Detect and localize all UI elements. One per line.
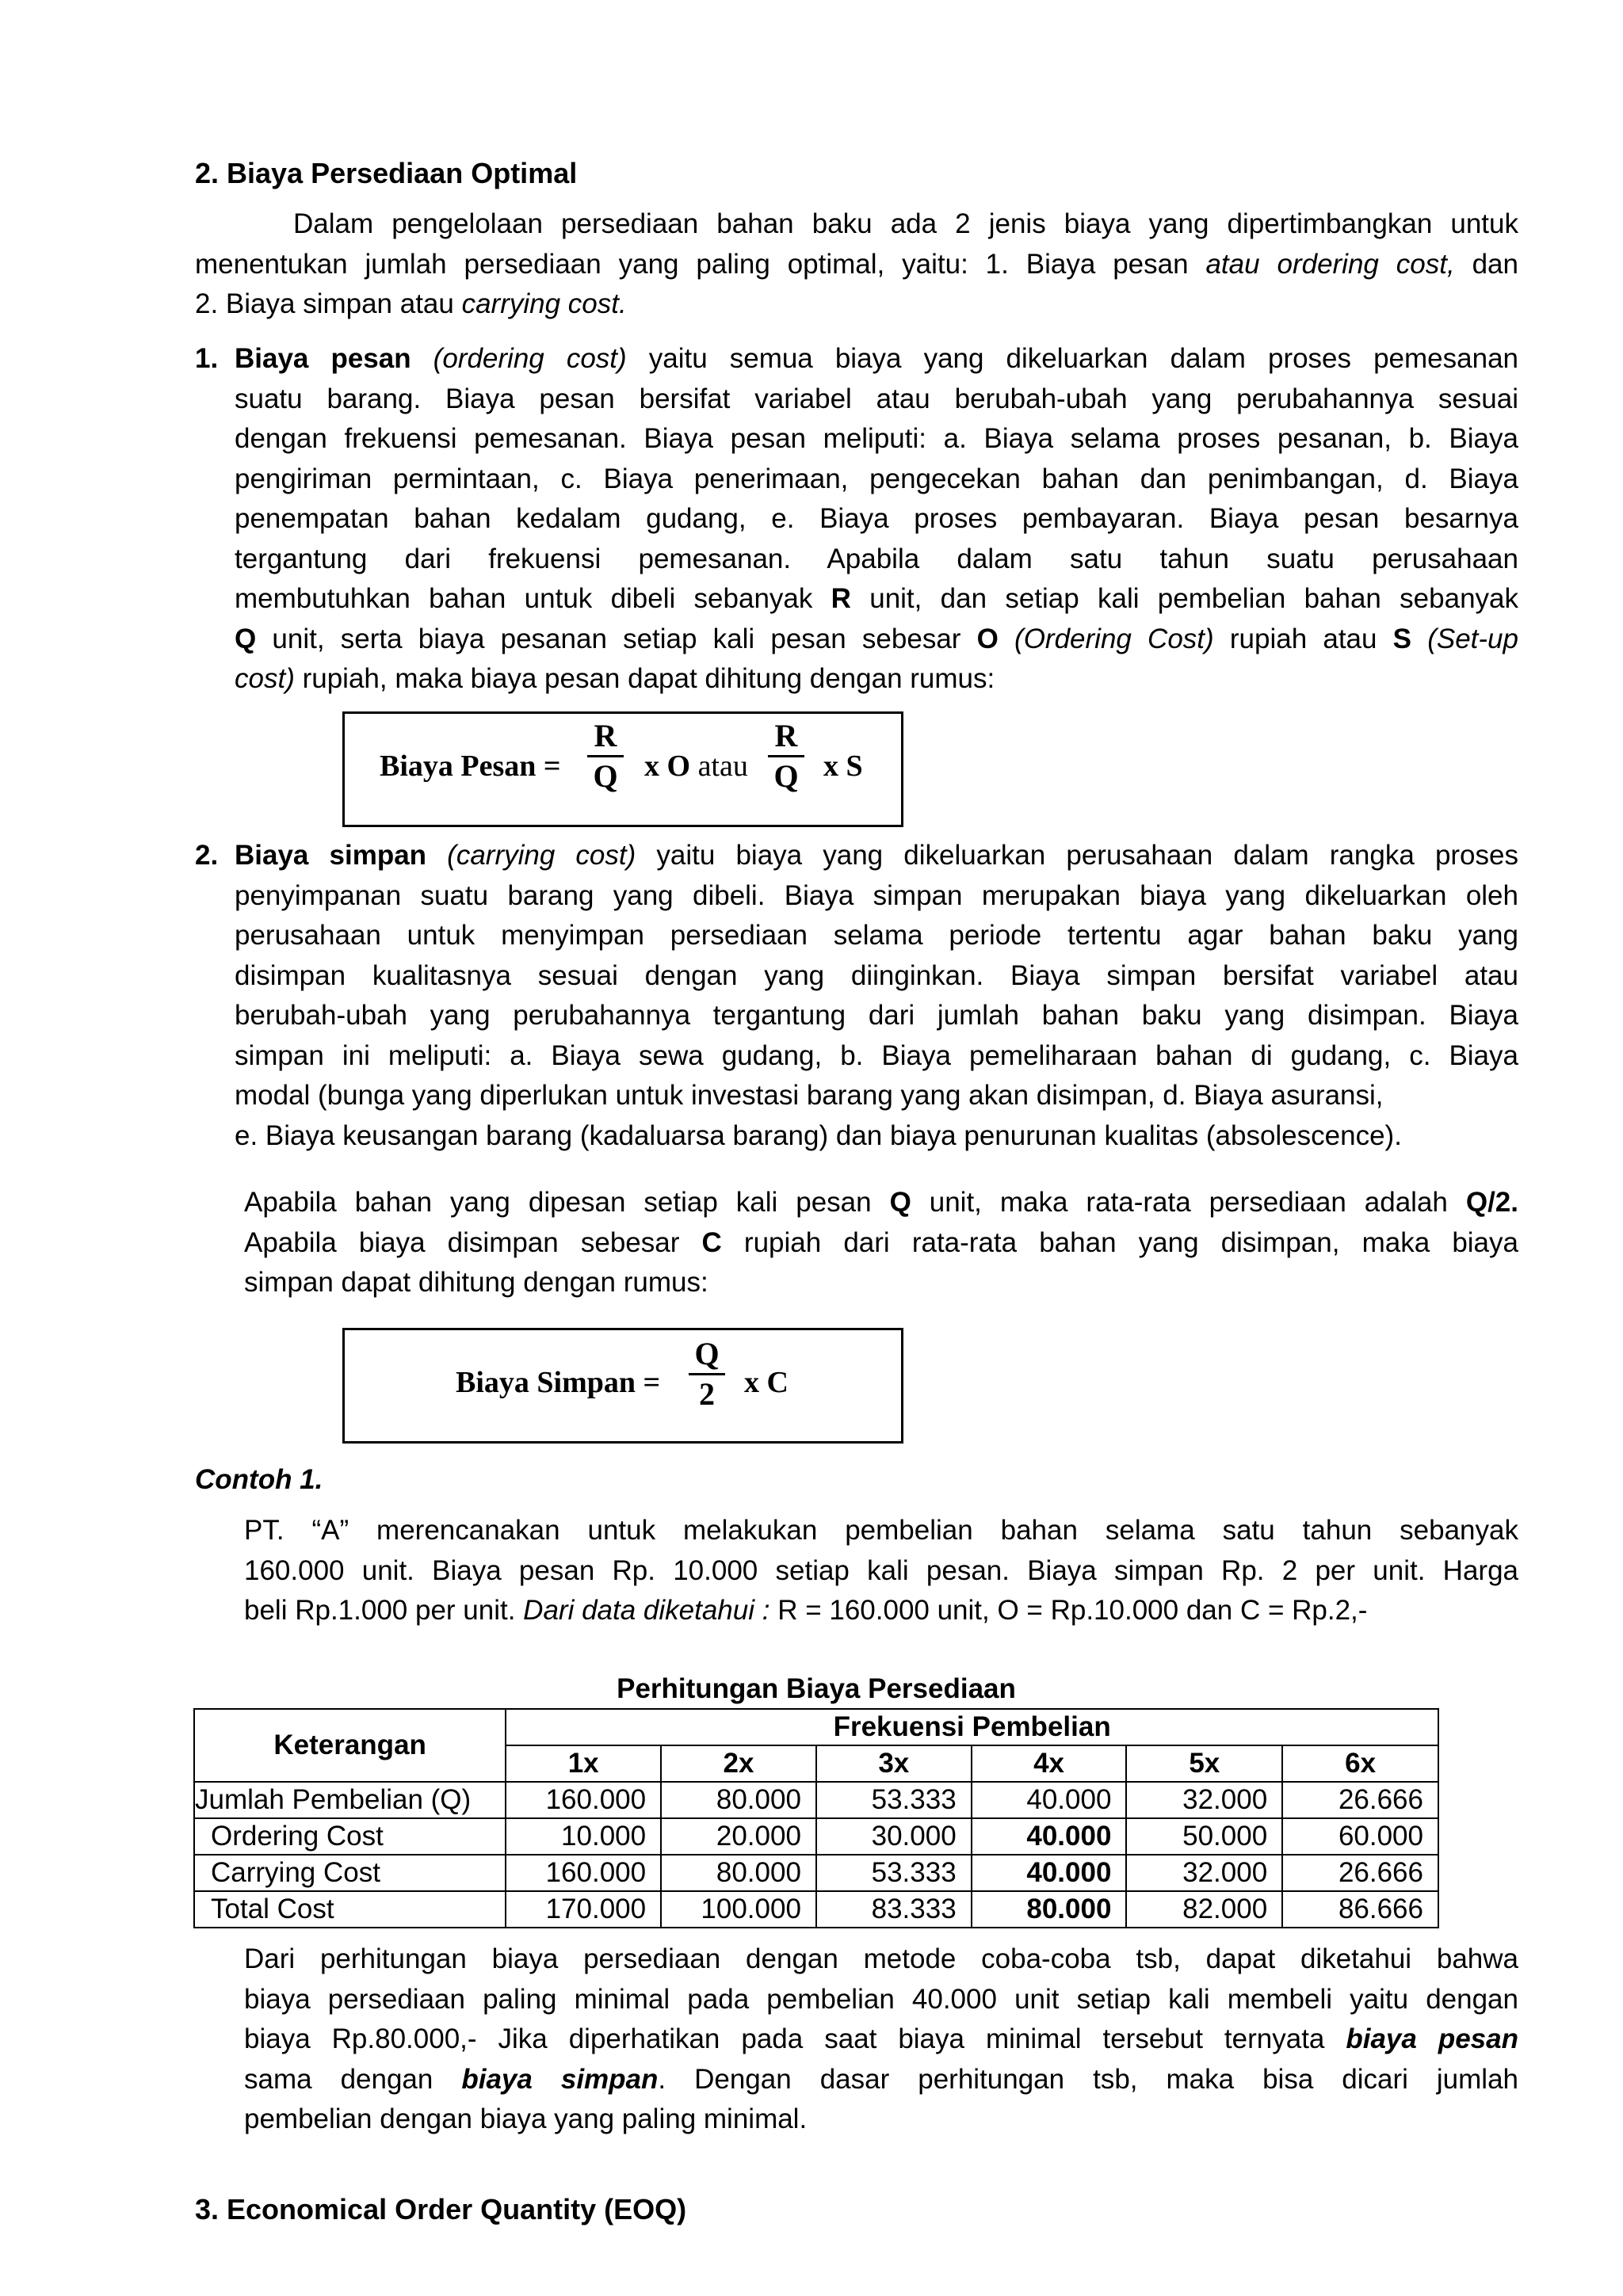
list-number: 1.: [195, 343, 219, 374]
header-freq: 1x: [506, 1745, 661, 1782]
formula-middle: x O atau: [644, 749, 748, 783]
intro-line: menentukan jumlah persediaan yang paling optimal, yaitu: 1. Biaya pesan atau ordering cost, dan: [195, 248, 1518, 280]
table-row: [194, 1818, 1438, 1855]
example-paragraph: PT. “A” merencanakan untuk melakukan pembelian bahan selama satu tahun sebanyak 160.000 unit. Biaya pesan Rp. 10.000 setiap kali pesan. Biaya simpan Rp. 2 per unit. Harga beli Rp.1.000 per unit. Dari data diketahui : R = 160.000 unit, O = Rp.10.000 dan C = Rp.2,-: [244, 1515, 1518, 1626]
fraction-r-over-q: R Q: [587, 719, 624, 794]
conclusion-paragraph: Dari perhitungan biaya persediaan dengan metode coba-coba tsb, dapat diketahui bahwa biaya persediaan paling minimal pada pembelian 40.000 unit setiap kali membeli yaitu dengan biaya Rp.80.000,- Jika diperhatikan pada saat biaya minimal tersebut ternyata biaya pesan sama dengan biaya simpan. Dengan dasar perhitungan tsb, maka bisa dicari jumlah pembelian dengan biaya yang paling minimal.: [244, 1943, 1518, 2134]
table-cell: 82.000: [1126, 1891, 1282, 1928]
table-cell: 80.000: [661, 1855, 816, 1891]
table-cell: 32.000: [1126, 1782, 1282, 1818]
table-cell: 32.000: [1126, 1855, 1282, 1891]
table-cell: 26.666: [1282, 1855, 1438, 1891]
formula-label: Biaya Pesan =: [380, 749, 561, 783]
formula-label: Biaya Simpan =: [456, 1366, 661, 1399]
formula-box-biaya-simpan: [342, 1328, 903, 1444]
intro-line: 2. Biaya simpan atau carrying cost.: [195, 288, 627, 319]
table-cell: 80.000: [661, 1782, 816, 1818]
fraction-q-over-2: Q 2: [689, 1337, 725, 1412]
table-cell: 40.000: [972, 1818, 1127, 1855]
table-cell: 40.000: [972, 1855, 1127, 1891]
table-row: [194, 1855, 1438, 1891]
list-item-body: Biaya pesan (ordering cost) yaitu semua biaya yang dikeluarkan dalam proses pemesanan suatu barang. Biaya pesan bersifat variabel atau berubah-ubah yang perubahannya sesuai dengan frekuensi pemesanan. Biaya pesan meliputi: a. Biaya selama proses pesanan, b. Biaya pengiriman permintaan, c. Biaya penerimaan, pengecekan bahan dan penimbangan, d. Biaya penempatan bahan kedalam gudang, e. Biaya proses pembayaran. Biaya pesan besarnya tergantung dari frekuensi pemesanan. Apabila dalam satu tahun suatu perusahaan membutuhkan bahan untuk dibeli sebanyak R unit, dan setiap kali pembelian bahan sebanyak Q unit, serta biaya pesanan setiap kali pesan sebesar O (Ordering Cost) rupiah atau S (Set-up cost) rupiah, maka biaya pesan dapat dihitung dengan rumus:: [235, 343, 1518, 694]
table-cell: 100.000: [661, 1891, 816, 1928]
table-cell: 53.333: [816, 1855, 972, 1891]
header-freq: 6x: [1282, 1745, 1438, 1782]
table-cell: 26.666: [1282, 1782, 1438, 1818]
example-title: Contoh 1.: [195, 1464, 323, 1495]
paragraph-rata-rata: Apabila bahan yang dipesan setiap kali pesan Q unit, maka rata-rata persediaan adalah Q/2. Apabila biaya disimpan sebesar C rupiah dari rata-rata bahan yang disimpan, maka biaya simpan dapat dihitung dengan rumus:: [244, 1187, 1518, 1298]
table-header-row: [194, 1709, 1438, 1745]
header-keterangan: Keterangan: [194, 1709, 506, 1782]
table-title: Perhitungan Biaya Persediaan: [617, 1673, 1016, 1704]
table-cell: 160.000: [506, 1782, 661, 1818]
table-cell: 50.000: [1126, 1818, 1282, 1855]
intro-paragraph: [195, 204, 1518, 325]
section-heading: 2. Biaya Persediaan Optimal: [195, 157, 578, 189]
table-cell: 160.000: [506, 1855, 661, 1891]
row-label: Total Cost: [194, 1891, 506, 1928]
header-freq: 5x: [1126, 1745, 1282, 1782]
formula-box-biaya-pesan: [342, 711, 903, 827]
row-label: Carrying Cost: [194, 1855, 506, 1891]
row-label: Ordering Cost: [194, 1818, 506, 1855]
row-label: Jumlah Pembelian (Q): [194, 1782, 506, 1818]
list-item-biaya-pesan: [195, 339, 1518, 700]
table-row: [194, 1782, 1438, 1818]
table-cell: 10.000: [506, 1818, 661, 1855]
intro-line: Dalam pengelolaan persediaan bahan baku ada 2 jenis biaya yang dipertimbangkan untuk: [293, 208, 1518, 239]
table-cell: 60.000: [1282, 1818, 1438, 1855]
table-row: [194, 1891, 1438, 1928]
header-freq: 4x: [972, 1745, 1127, 1782]
list-number: 2.: [195, 840, 219, 871]
table-cell: 30.000: [816, 1818, 972, 1855]
table-cell: 170.000: [506, 1891, 661, 1928]
list-item-biaya-simpan: [195, 836, 1518, 1156]
table-cell: 80.000: [972, 1891, 1127, 1928]
formula-end: x C: [744, 1366, 789, 1399]
cost-table: [193, 1708, 1439, 1928]
formula-end: x S: [823, 749, 863, 783]
table-cell: 86.666: [1282, 1891, 1438, 1928]
list-item-body: Biaya simpan (carrying cost) yaitu biaya yang dikeluarkan perusahaan dalam rangka proses penyimpanan suatu barang yang dibeli. Biaya simpan merupakan biaya yang dikeluarkan oleh perusahaan untuk menyimpan persediaan selama periode tertentu agar bahan baku yang disimpan kualitasnya sesuai dengan yang diinginkan. Biaya simpan bersifat variabel atau berubah-ubah yang perubahannya tergantung dari jumlah bahan baku yang disimpan. Biaya simpan ini meliputi: a. Biaya sewa gudang, b. Biaya pemeliharaan bahan di gudang, c. Biaya modal (bunga yang diperlukan untuk investasi barang yang akan disimpan, d. Biaya asuransi, e. Biaya keusangan barang (kadaluarsa barang) dan biaya penurunan kualitas (absolescence).: [235, 840, 1518, 1151]
header-freq: 2x: [661, 1745, 816, 1782]
table-cell: 53.333: [816, 1782, 972, 1818]
table-cell: 40.000: [972, 1782, 1127, 1818]
section-heading: 3. Economical Order Quantity (EOQ): [195, 2193, 687, 2225]
table-cell: 83.333: [816, 1891, 972, 1928]
header-frekuensi: Frekuensi Pembelian: [506, 1709, 1438, 1745]
fraction-r-over-q: R Q: [768, 719, 804, 794]
header-freq: 3x: [816, 1745, 972, 1782]
table-cell: 20.000: [661, 1818, 816, 1855]
